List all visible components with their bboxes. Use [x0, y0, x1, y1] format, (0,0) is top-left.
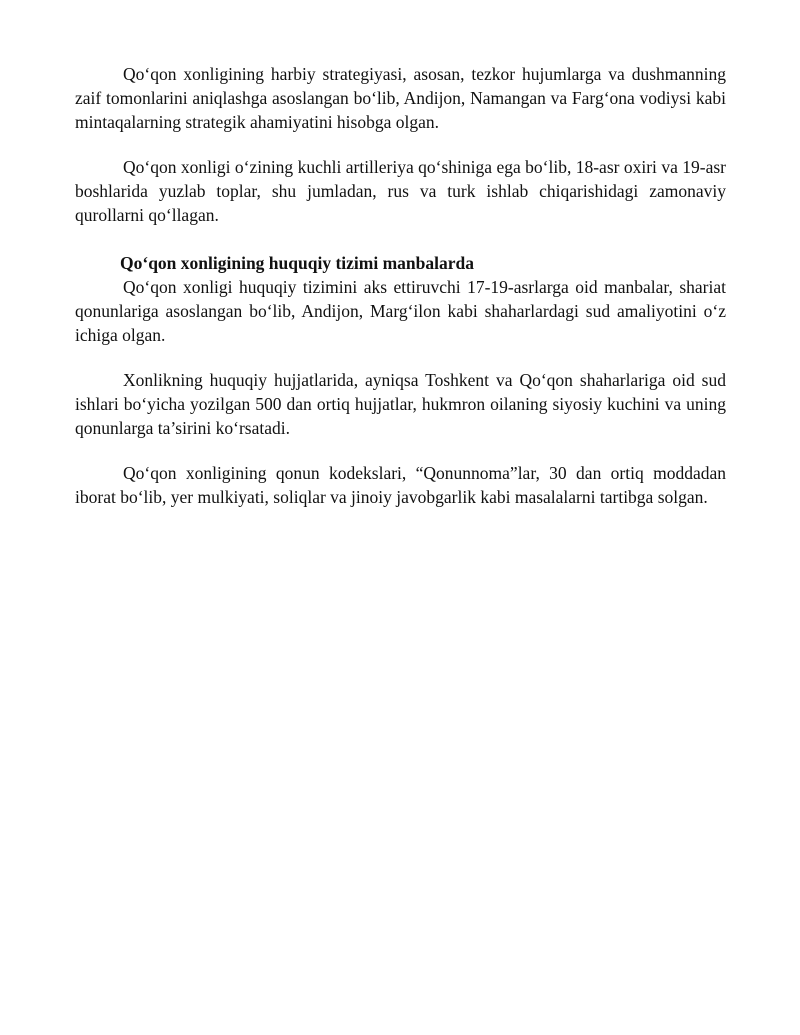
paragraph-military-strategy: Qo‘qon xonligining harbiy strategiyasi, asosan, tezkor hujumlarga va dushmanning zaif tomonlarini aniqlashga asoslangan bo‘lib, Andijon, Namangan va Farg‘ona vodiysi kabi mintaqalarning strategik ahamiyatini hisobga olgan. — [75, 64, 726, 132]
paragraph-artillery: Qo‘qon xonligi o‘zining kuchli artilleriya qo‘shiniga ega bo‘lib, 18-asr oxiri va 19-asr boshlarida yuzlab toplar, shu jumladan, rus va turk ishlab chiqarishidagi zamonaviy qurollarni qo‘llagan. — [75, 157, 726, 225]
paragraph-legal-sources: Qo‘qon xonligi huquqiy tizimini aks ettiruvchi 17-19-asrlarga oid manbalar, shariat qonunlariga asoslangan bo‘lib, Andijon, Marg‘ilon kabi shaharlardagi sud amaliyotini o‘z ichiga olgan. — [75, 277, 726, 345]
paragraph-legal-documents: Xonlikning huquqiy hujjatlarida, ayniqsa Toshkent va Qo‘qon shaharlariga oid sud ishlari bo‘yicha yozilgan 500 dan ortiq hujjatlar, hukmron oilaning siyosiy kuchini va uning qonunlarga ta’sirini ko‘rsatadi. — [75, 370, 726, 438]
legal-system-section — [75, 251, 726, 509]
section-heading: Qo‘qon xonligining huquqiy tizimi manbalarda — [120, 253, 474, 273]
document-body — [75, 62, 726, 509]
paragraph-law-codes: Qo‘qon xonligining qonun kodekslari, “Qonunnoma”lar, 30 dan ortiq moddadan iborat bo‘lib, yer mulkiyati, soliqlar va jinoiy javobgarlik kabi masalalarni tartibga solgan. — [75, 463, 726, 507]
